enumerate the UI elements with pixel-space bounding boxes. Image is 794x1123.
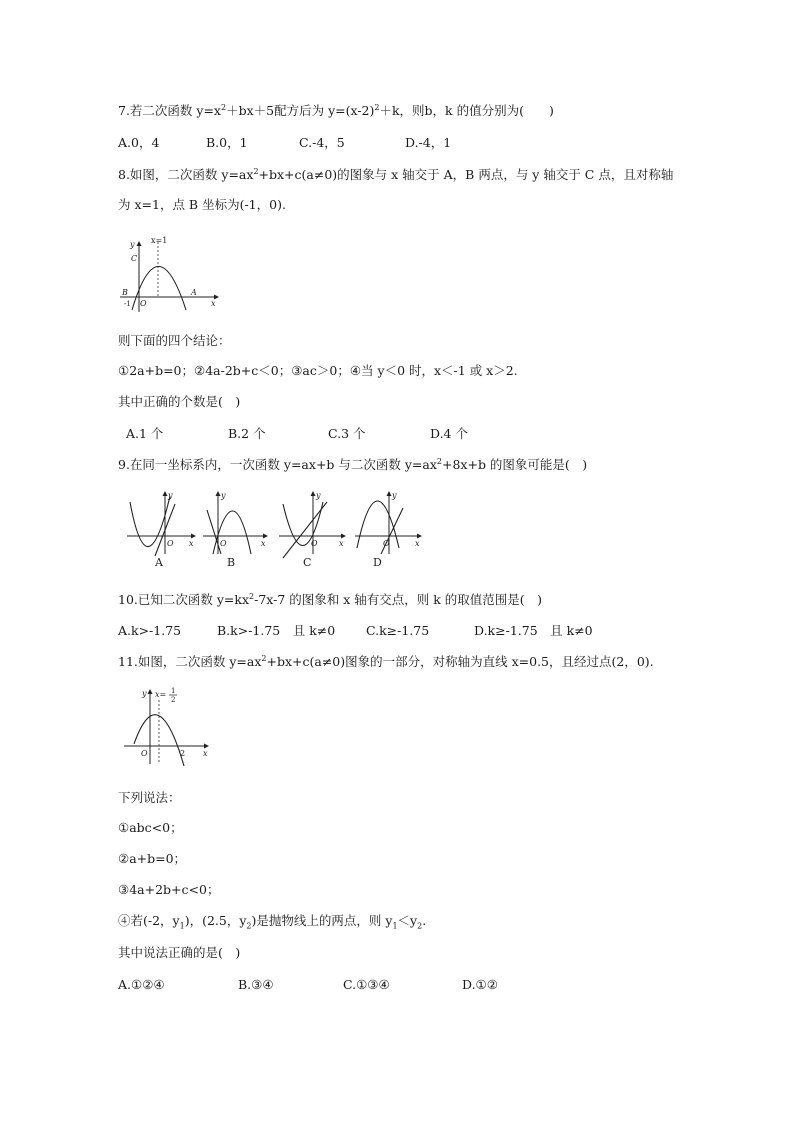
q7-option-c: C.-4，5 xyxy=(299,135,345,150)
q11-x-arrow xyxy=(204,744,209,749)
q11-label-2: 2 xyxy=(180,749,186,758)
q8-label-o: O xyxy=(140,299,147,308)
q8-label-minus1: -1 xyxy=(124,300,131,308)
q11-label-o: O xyxy=(141,749,148,758)
q9-label-b: B xyxy=(227,556,236,569)
q9-stem: 9.在同一坐标系内，一次函数 y=ax+b 与二次函数 $y=ax^2+8x+b$ 的图象可能是( ) xyxy=(118,456,588,472)
q8-option-b: B.2 个 xyxy=(228,426,266,441)
q11-option-d: D.①② xyxy=(462,977,498,992)
q8-parabola-graph xyxy=(118,233,222,313)
q11-option-b: B.③④ xyxy=(238,977,274,992)
q11-question: 其中说法正确的是( ) xyxy=(118,945,241,960)
q10-option-a: A.k>-1.75 xyxy=(118,623,182,638)
svg-text:x: x xyxy=(261,539,266,548)
q11-statement-2: ②a+b=0； xyxy=(118,851,187,866)
q10-option-c: C.k≥-1.75 xyxy=(366,623,430,638)
q8-label-a: A xyxy=(191,288,197,297)
svg-text:y: y xyxy=(316,491,321,500)
svg-text:O: O xyxy=(311,539,318,548)
q7-option-a: A.0，4 xyxy=(118,135,160,150)
q9-label-c: C xyxy=(303,556,312,569)
svg-text:y: y xyxy=(221,491,226,500)
q11-statement-3: ③4a+2b+c<0； xyxy=(118,882,220,897)
svg-text:x: x xyxy=(189,539,194,548)
q11-frac-den: 2 xyxy=(171,696,176,704)
q11-y-arrow xyxy=(148,689,153,694)
svg-text:y: y xyxy=(392,491,397,500)
q8-conclusions: ①2a+b=0；②4a-2b+c＜0；③ac＞0；④当 y＜0 时，x＜-1 或 x＞2. xyxy=(118,363,518,378)
svg-text:O: O xyxy=(383,539,390,548)
q8-stem-line2: 为 x=1，点 B 坐标为(-1，0). xyxy=(118,197,286,212)
q7-option-b: B.0，1 xyxy=(206,135,248,150)
svg-text:x: x xyxy=(415,539,420,548)
q9-graphs xyxy=(125,488,425,570)
q8-stem-line1: 8.如图，二次函数 $y=ax^2+bx+c(a\ne 0)$的图象与 x 轴交于 A，B 两点，与 y 轴交于 C 点，且对称轴 xyxy=(118,166,674,182)
q8-question: 其中正确的个数是( ) xyxy=(118,394,241,409)
q10-stem: 10.已知二次函数 $y=kx^2-7x-7$ 的图象和 x 轴有交点，则 k 的取值范围是( ) xyxy=(118,591,543,607)
q11-statement-1: ①abc<0； xyxy=(118,820,183,835)
q8-stem-line3: 则下面的四个结论： xyxy=(118,333,231,348)
q11-option-c: C.①③④ xyxy=(343,977,390,992)
q8-label-axis: x=1 xyxy=(151,236,168,245)
q11-intro: 下列说法： xyxy=(118,790,181,805)
q8-option-a: A.1 个 xyxy=(126,426,164,441)
svg-text:y: y xyxy=(168,491,173,500)
q8-option-d: D.4 个 xyxy=(430,426,468,441)
q9-label-d: D xyxy=(373,556,382,569)
q9-graph-d xyxy=(355,491,422,569)
q11-statement-4: ④若(-2，$y_1$)，(2.5，$y_2$)是抛物线上的两点，则 $y_1<y_2$. xyxy=(118,913,427,931)
q11-frac-num: 1 xyxy=(171,687,176,695)
q11-label-axis: x= xyxy=(155,690,167,699)
q9-graph-b xyxy=(203,491,268,569)
q11-label-y: y xyxy=(142,689,147,698)
q11-option-a: A.①②④ xyxy=(118,977,165,992)
svg-text:O: O xyxy=(167,539,174,548)
q7-stem: 7.若二次函数 $y=x^2+bx+5$配方后为 $y=(x-2)^2+k$，则b，k 的值分别为( ) xyxy=(118,102,554,118)
q8-y-arrow xyxy=(137,241,142,246)
q10-option-d: D.k≥-1.75 且 k≠0 xyxy=(474,623,593,638)
svg-text:x: x xyxy=(339,539,344,548)
q8-label-x: x xyxy=(211,299,216,308)
q11-label-x: x xyxy=(203,749,208,758)
q11-parabola-graph xyxy=(122,686,218,768)
q9-graph-c xyxy=(279,491,346,569)
q8-label-c: C xyxy=(131,254,138,263)
q11-stem: 11.如图，二次函数 $y=ax^2+bx+c(a\ne 0)$图象的一部分，对称轴为直线 x=0.5，且经过点(2，0). xyxy=(118,653,654,669)
q8-option-c: C.3 个 xyxy=(328,426,366,441)
q9-graph-a xyxy=(127,491,196,569)
q8-label-b: B xyxy=(122,288,128,297)
svg-text:O: O xyxy=(220,539,227,548)
q7-option-d: D.-4，1 xyxy=(405,135,452,150)
q10-option-b: B.k>-1.75 且 k≠0 xyxy=(217,623,336,638)
q9-label-a: A xyxy=(155,556,163,569)
q8-label-y: y xyxy=(130,240,135,249)
